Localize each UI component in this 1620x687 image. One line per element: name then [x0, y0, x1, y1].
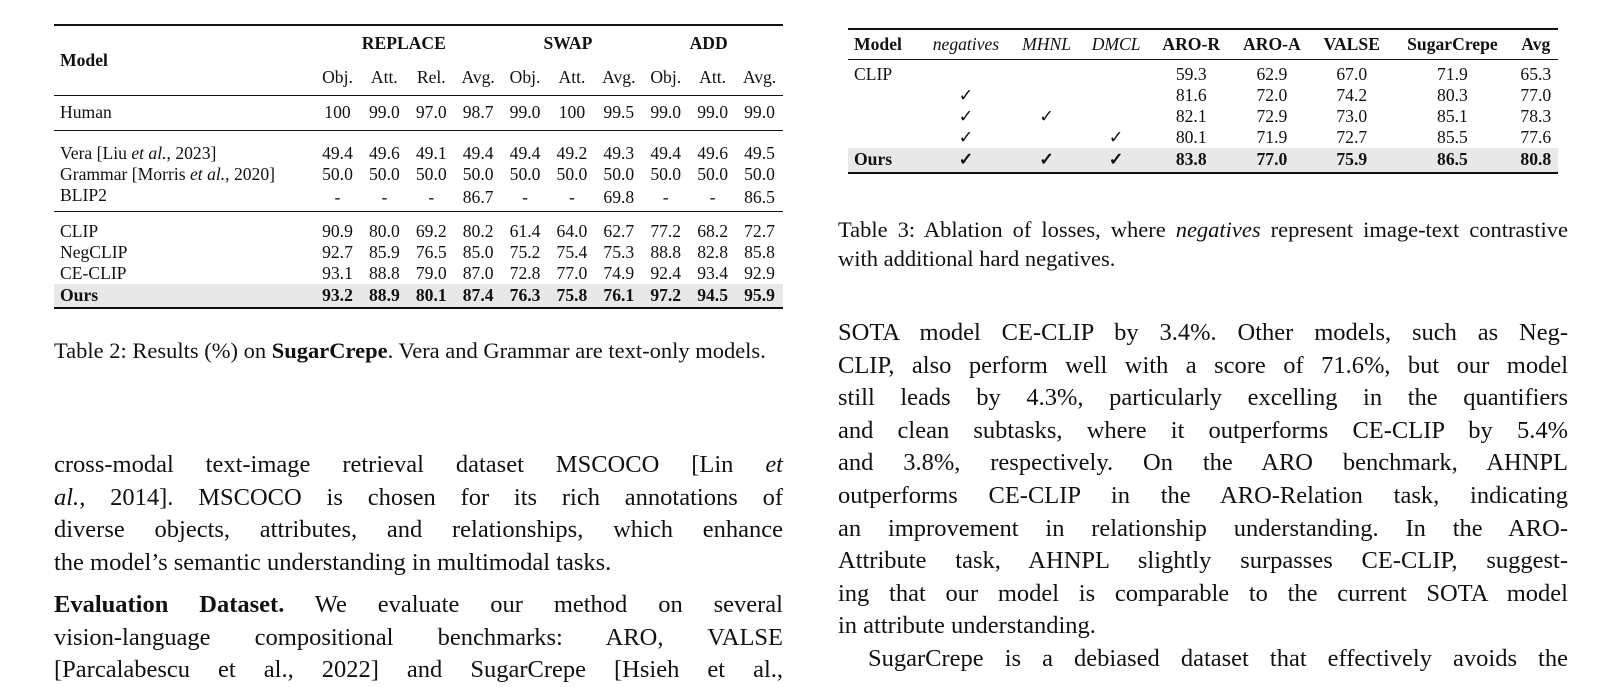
t2-cell: 50.0 [650, 164, 682, 184]
text-line: cross-modal text-image retrieval dataset MSCOCO [Lin et [54, 451, 783, 478]
table-2-caption: Table 2: Results (%) on SugarCrepe. Vera and Grammar are text-only models. [54, 338, 766, 363]
t2-cell: 77.2 [650, 221, 682, 241]
t3-check-negatives [920, 60, 1012, 86]
t3-header: Model [848, 29, 920, 60]
text-line: outperforms CE-CLIP in the ARO-Relation task, indicating [838, 481, 1568, 509]
t2-cell: 75.4 [556, 242, 588, 262]
paragraph-dataset [54, 449, 783, 579]
t2-cell: 50.0 [415, 164, 447, 184]
text-line: Evaluation Dataset. We evaluate our method on several [54, 591, 783, 618]
t3-cell: 85.5 [1437, 127, 1468, 147]
table-row [848, 148, 1558, 173]
t3-header: DMCL [1081, 29, 1151, 60]
t2-cell: 85.0 [462, 242, 494, 262]
t2-cell: 49.4 [322, 143, 353, 163]
t2-cell: 92.9 [744, 263, 775, 283]
t2-cell: - [428, 187, 435, 208]
table-row [54, 242, 783, 263]
t3-cell: 71.9 [1437, 64, 1468, 84]
t2-cell: 61.4 [509, 221, 541, 241]
t2-cell: 50.0 [322, 164, 353, 184]
t2-cell: 87.4 [455, 284, 502, 308]
t2-cell: 88.8 [368, 263, 400, 283]
t2-cell: - [709, 187, 716, 208]
t3-check-mhnl: ✓ [1012, 148, 1082, 173]
t2-cell: 99.0 [736, 95, 783, 130]
text-line: SOTA model CE-CLIP by 3.4%. Other models, such as Neg- [838, 319, 1568, 346]
t3-cell: 77.0 [1520, 85, 1552, 105]
t2-group-swap: SWAP [543, 33, 593, 53]
t3-check-mhnl [1012, 85, 1082, 106]
t2-model-name: CE-CLIP [60, 263, 127, 283]
t2-cell: 50.0 [462, 164, 494, 184]
text-line: in attribute understanding. [838, 612, 1096, 640]
t2-cell: 50.0 [697, 164, 728, 184]
table-2 [54, 24, 783, 309]
text-line: Attribute task, AHNPL slightly surpasses CE-CLIP, suggest- [838, 547, 1568, 575]
t3-cell: 62.9 [1256, 64, 1288, 84]
t2-cell: 80.1 [408, 284, 455, 308]
t3-check-mhnl [1012, 127, 1082, 148]
t2-cell: 99.0 [361, 95, 408, 130]
t3-check-mhnl [1012, 60, 1082, 86]
table-row [54, 143, 783, 164]
t3-header: SugarCrepe [1391, 29, 1513, 60]
t3-cell: 80.8 [1514, 148, 1558, 173]
t2-subheader: Rel. [416, 67, 446, 88]
t2-cell: 88.8 [650, 242, 682, 262]
text-line: and clean subtasks, where it outperforms CE-CLIP by 5.4% [838, 416, 1568, 444]
t2-cell: 50.0 [744, 164, 775, 184]
text-line: and 3.8%, respectively. On the ARO benchmark, AHNPL [838, 449, 1568, 477]
t3-check-negatives: ✓ [920, 148, 1012, 173]
t2-cell: 98.7 [455, 95, 502, 130]
t3-cell: 80.3 [1437, 85, 1468, 105]
t2-cell: 75.2 [509, 242, 541, 262]
text-line: vision-language compositional benchmarks: ARO, VALSE [54, 623, 783, 651]
t3-cell: 73.0 [1336, 106, 1368, 126]
t2-cell: 49.5 [744, 143, 775, 163]
t2-cell: 68.2 [697, 221, 728, 241]
t2-cell: 80.2 [462, 221, 494, 241]
paragraph-evaluation [54, 589, 783, 687]
table-row [848, 85, 1558, 106]
t3-check-dmcl [1081, 106, 1151, 127]
t2-cell: 99.0 [689, 95, 736, 130]
text-line: SugarCrepe is a debiased dataset that effectively avoids the [868, 644, 1568, 672]
t2-model-name: Vera [Liu et al., 2023] [60, 143, 217, 163]
text-line: diverse objects, attributes, and relationships, which enhance [54, 516, 783, 544]
t2-model-name: BLIP2 [60, 185, 107, 205]
t2-subheader: Obj. [650, 67, 682, 88]
t2-cell: 86.5 [744, 187, 775, 208]
t2-model-header: Model [60, 49, 108, 70]
paragraph-results [838, 317, 1568, 676]
t2-cell: 82.8 [697, 242, 728, 262]
t2-cell: 50.0 [368, 164, 400, 184]
t3-cell: 59.3 [1175, 64, 1207, 84]
t3-cell: 83.8 [1151, 148, 1232, 173]
t2-cell: 69.2 [415, 221, 447, 241]
t2-model-name: Ours [54, 284, 314, 308]
t2-cell: 92.4 [650, 263, 682, 283]
t2-cell: 74.9 [603, 263, 635, 283]
t3-header: negatives [920, 29, 1012, 60]
t2-cell: 72.8 [509, 263, 541, 283]
t3-check-negatives: ✓ [958, 85, 974, 105]
t3-cell: 85.1 [1437, 106, 1468, 126]
t2-group-replace: REPLACE [361, 33, 446, 53]
t3-check-negatives: ✓ [958, 127, 974, 147]
t2-cell: 49.4 [462, 143, 494, 163]
t3-model-name: Ours [848, 148, 920, 173]
t3-cell: 72.9 [1256, 106, 1288, 126]
t2-subheader: Att. [558, 67, 586, 88]
t3-header-row [848, 29, 1558, 60]
t3-cell: 86.5 [1391, 148, 1513, 173]
t2-cell: - [522, 187, 528, 208]
t2-cell: 97.2 [642, 284, 689, 308]
t3-header: Avg [1514, 29, 1558, 60]
t2-cell: 86.7 [462, 187, 494, 208]
t3-model-name [848, 85, 920, 106]
t3-model-name: CLIP [854, 64, 893, 84]
t2-cell: 80.0 [368, 221, 400, 241]
t2-cell: 87.0 [462, 263, 494, 283]
t3-cell: 72.0 [1256, 85, 1288, 105]
t3-check-dmcl [1081, 60, 1151, 86]
t2-subheader: Obj. [322, 67, 353, 88]
t2-group-add: ADD [689, 33, 728, 53]
t2-cell: - [662, 187, 669, 208]
t3-cell: 67.0 [1336, 64, 1368, 84]
text-line: al., 2014]. MSCOCO is chosen for its rich annotations of [54, 483, 783, 511]
t2-cell: 90.9 [322, 221, 353, 241]
t2-cell: - [569, 187, 575, 208]
t3-model-name [848, 127, 920, 148]
t2-cell: 97.0 [408, 95, 455, 130]
t2-cell: 49.6 [368, 143, 400, 163]
t2-subheader: Att. [699, 67, 727, 88]
t2-cell: 79.0 [415, 263, 447, 283]
t2-model-name: Grammar [Morris et al., 2020] [60, 164, 275, 184]
table-row [848, 60, 1558, 86]
t2-spacer [54, 211, 783, 221]
text-line: the model’s semantic understanding in multimodal tasks. [54, 548, 612, 576]
t2-cell: 99.0 [502, 95, 549, 130]
t2-cell: 99.0 [642, 95, 689, 130]
table-row [54, 284, 783, 308]
table-row [848, 106, 1558, 127]
t3-check-dmcl: ✓ [1108, 127, 1124, 147]
table-row [54, 221, 783, 242]
t2-cell: 50.0 [603, 164, 635, 184]
text-line: ing that our model is comparable to the current SOTA model [838, 579, 1568, 607]
table-row [54, 95, 783, 130]
text-line: CLIP, also perform well with a score of 71.6%, but our model [838, 351, 1568, 379]
t2-cell: 75.3 [603, 242, 635, 262]
t3-cell: 72.7 [1336, 127, 1368, 147]
t3-check-dmcl: ✓ [1081, 148, 1151, 173]
t2-cell: 76.1 [595, 284, 642, 308]
t2-cell: 64.0 [556, 221, 588, 241]
t3-cell: 82.1 [1175, 106, 1207, 126]
t3-cell: 74.2 [1336, 85, 1368, 105]
t3-cell: 78.3 [1520, 106, 1552, 126]
t3-check-dmcl [1081, 85, 1151, 106]
t2-cell: 88.9 [361, 284, 408, 308]
t2-subheader: Avg. [742, 67, 777, 88]
t2-cell: 94.5 [689, 284, 736, 308]
t2-cell: 50.0 [509, 164, 541, 184]
t2-cell: 93.2 [314, 284, 361, 308]
t2-subheader: Obj. [509, 67, 541, 88]
t2-subheader: Avg. [461, 67, 495, 88]
t3-header: ARO-R [1151, 29, 1232, 60]
t2-cell: 72.7 [744, 221, 775, 241]
t2-cell: 100 [314, 95, 361, 130]
t2-cell: 100 [548, 95, 595, 130]
table-3-caption: Table 3: Ablation of losses, where negatives represent image-text contrastive with additional hard negatives. [838, 217, 1569, 271]
text-line: an improvement in relationship understanding. In the ARO- [838, 514, 1568, 542]
t2-cell: 75.8 [548, 284, 595, 308]
t3-cell: 75.9 [1312, 148, 1391, 173]
t3-header: ARO-A [1232, 29, 1313, 60]
table-row [848, 127, 1558, 148]
text-line: still leads by 4.3%, particularly excelling in the quantifiers [838, 384, 1568, 412]
t2-cell: 49.4 [650, 143, 682, 163]
t2-cell: 93.4 [697, 263, 728, 283]
t2-model-name: Human [54, 95, 314, 130]
t2-subheader: Att. [370, 67, 398, 88]
t2-spacer [54, 130, 783, 143]
table-row [54, 263, 783, 284]
section-heading: Evaluation Dataset. [54, 591, 285, 618]
t3-cell: 81.6 [1175, 85, 1207, 105]
t3-check-mhnl: ✓ [1039, 106, 1054, 126]
t2-cell: - [381, 187, 388, 208]
t3-model-name [848, 106, 920, 127]
t2-cell: 69.8 [603, 187, 635, 208]
t2-cell: 99.5 [595, 95, 642, 130]
t2-cell: 49.1 [415, 143, 447, 163]
t2-subheader: Avg. [602, 67, 636, 88]
t3-cell: 77.0 [1232, 148, 1313, 173]
t2-cell: 95.9 [736, 284, 783, 308]
t3-cell: 80.1 [1175, 127, 1207, 147]
t2-cell: 49.3 [603, 143, 635, 163]
t2-cell: 49.2 [556, 143, 588, 163]
t2-model-name: CLIP [60, 221, 99, 241]
t3-cell: 77.6 [1520, 127, 1552, 147]
t2-model-name: NegCLIP [60, 242, 128, 262]
t3-check-negatives: ✓ [958, 106, 974, 126]
t3-cell: 65.3 [1520, 64, 1552, 84]
table-3 [848, 28, 1558, 174]
t2-cell: 76.5 [415, 242, 447, 262]
t2-cell: 50.0 [556, 164, 588, 184]
t2-cell: 85.8 [744, 242, 775, 262]
t2-cell: 62.7 [603, 221, 635, 241]
table-row [54, 185, 783, 211]
t2-cell: 49.6 [697, 143, 728, 163]
t2-cell: - [334, 187, 341, 208]
table-row [54, 164, 783, 185]
t2-cell: 76.3 [502, 284, 549, 308]
t3-cell: 71.9 [1256, 127, 1288, 147]
t2-cell: 85.9 [368, 242, 400, 262]
t2-cell: 92.7 [322, 242, 353, 262]
t3-header: MHNL [1012, 29, 1082, 60]
text-line: [Parcalabescu et al., 2022] and SugarCrepe [Hsieh et al., [54, 656, 783, 684]
t2-cell: 49.4 [509, 143, 541, 163]
t3-header: VALSE [1312, 29, 1391, 60]
t2-cell: 77.0 [556, 263, 588, 283]
t2-cell: 93.1 [322, 263, 353, 283]
